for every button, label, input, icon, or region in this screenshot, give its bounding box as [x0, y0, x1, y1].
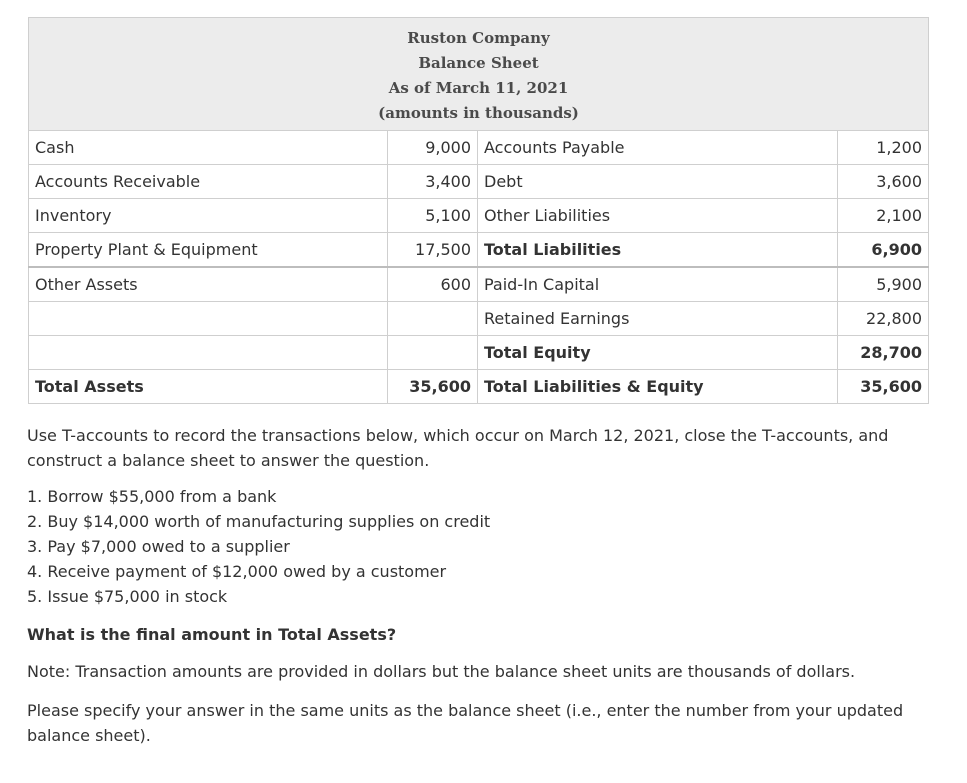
asset-value: 5,100	[388, 199, 478, 233]
statement-date: As of March 11, 2021	[388, 79, 569, 97]
total-equity-label: Total Equity	[478, 336, 838, 370]
asset-label	[29, 336, 388, 370]
question-text: What is the final amount in Total Assets?	[27, 625, 397, 644]
liability-label: Accounts Payable	[478, 131, 838, 165]
table-row	[29, 267, 929, 302]
answer-instructions: Please specify your answer in the same units as the balance sheet (i.e., enter the number from your updated balance sheet).	[27, 701, 904, 745]
total-liabilities-label: Total Liabilities	[478, 233, 838, 268]
balance-sheet-header-row	[29, 18, 929, 131]
total-liabilities-value: 6,900	[838, 233, 929, 268]
asset-value	[388, 302, 478, 336]
transaction-list	[27, 484, 907, 609]
statement-units: (amounts in thousands)	[378, 104, 579, 122]
total-assets-label: Total Assets	[29, 370, 388, 404]
table-row	[29, 336, 929, 370]
asset-value: 3,400	[388, 165, 478, 199]
asset-label	[29, 302, 388, 336]
instructions-intro: Use T-accounts to record the transactions below, which occur on March 12, 2021, close the T-accounts, and construct a balance sheet to answer the question.	[27, 426, 889, 470]
liability-value: 1,200	[838, 131, 929, 165]
table-row	[29, 199, 929, 233]
table-row	[29, 302, 929, 336]
asset-value: 600	[388, 267, 478, 302]
asset-label: Property Plant & Equipment	[29, 233, 388, 268]
asset-value	[388, 336, 478, 370]
list-item: 5. Issue $75,000 in stock	[27, 587, 228, 606]
equity-value: 5,900	[838, 267, 929, 302]
list-item: 1. Borrow $55,000 from a bank	[27, 487, 277, 506]
equity-label: Retained Earnings	[478, 302, 838, 336]
total-liabilities-equity-value: 35,600	[838, 370, 929, 404]
asset-value: 9,000	[388, 131, 478, 165]
liability-value: 2,100	[838, 199, 929, 233]
table-row	[29, 233, 929, 268]
company-name: Ruston Company	[407, 29, 550, 47]
liability-label: Other Liabilities	[478, 199, 838, 233]
balance-sheet-table	[28, 17, 929, 404]
list-item: 4. Receive payment of $12,000 owed by a customer	[27, 562, 447, 581]
table-row	[29, 370, 929, 404]
total-equity-value: 28,700	[838, 336, 929, 370]
asset-label: Accounts Receivable	[29, 165, 388, 199]
asset-value: 17,500	[388, 233, 478, 268]
liability-label: Debt	[478, 165, 838, 199]
asset-label: Inventory	[29, 199, 388, 233]
total-assets-value: 35,600	[388, 370, 478, 404]
list-item: 2. Buy $14,000 worth of manufacturing supplies on credit	[27, 512, 491, 531]
units-note: Note: Transaction amounts are provided in dollars but the balance sheet units are thousands of dollars.	[27, 662, 856, 681]
table-row	[29, 165, 929, 199]
equity-value: 22,800	[838, 302, 929, 336]
list-item: 3. Pay $7,000 owed to a supplier	[27, 537, 290, 556]
total-liabilities-equity-label: Total Liabilities & Equity	[478, 370, 838, 404]
equity-label: Paid-In Capital	[478, 267, 838, 302]
asset-label: Cash	[29, 131, 388, 165]
balance-sheet-header	[29, 18, 929, 131]
liability-value: 3,600	[838, 165, 929, 199]
asset-label: Other Assets	[29, 267, 388, 302]
statement-name: Balance Sheet	[418, 54, 539, 72]
table-row	[29, 131, 929, 165]
